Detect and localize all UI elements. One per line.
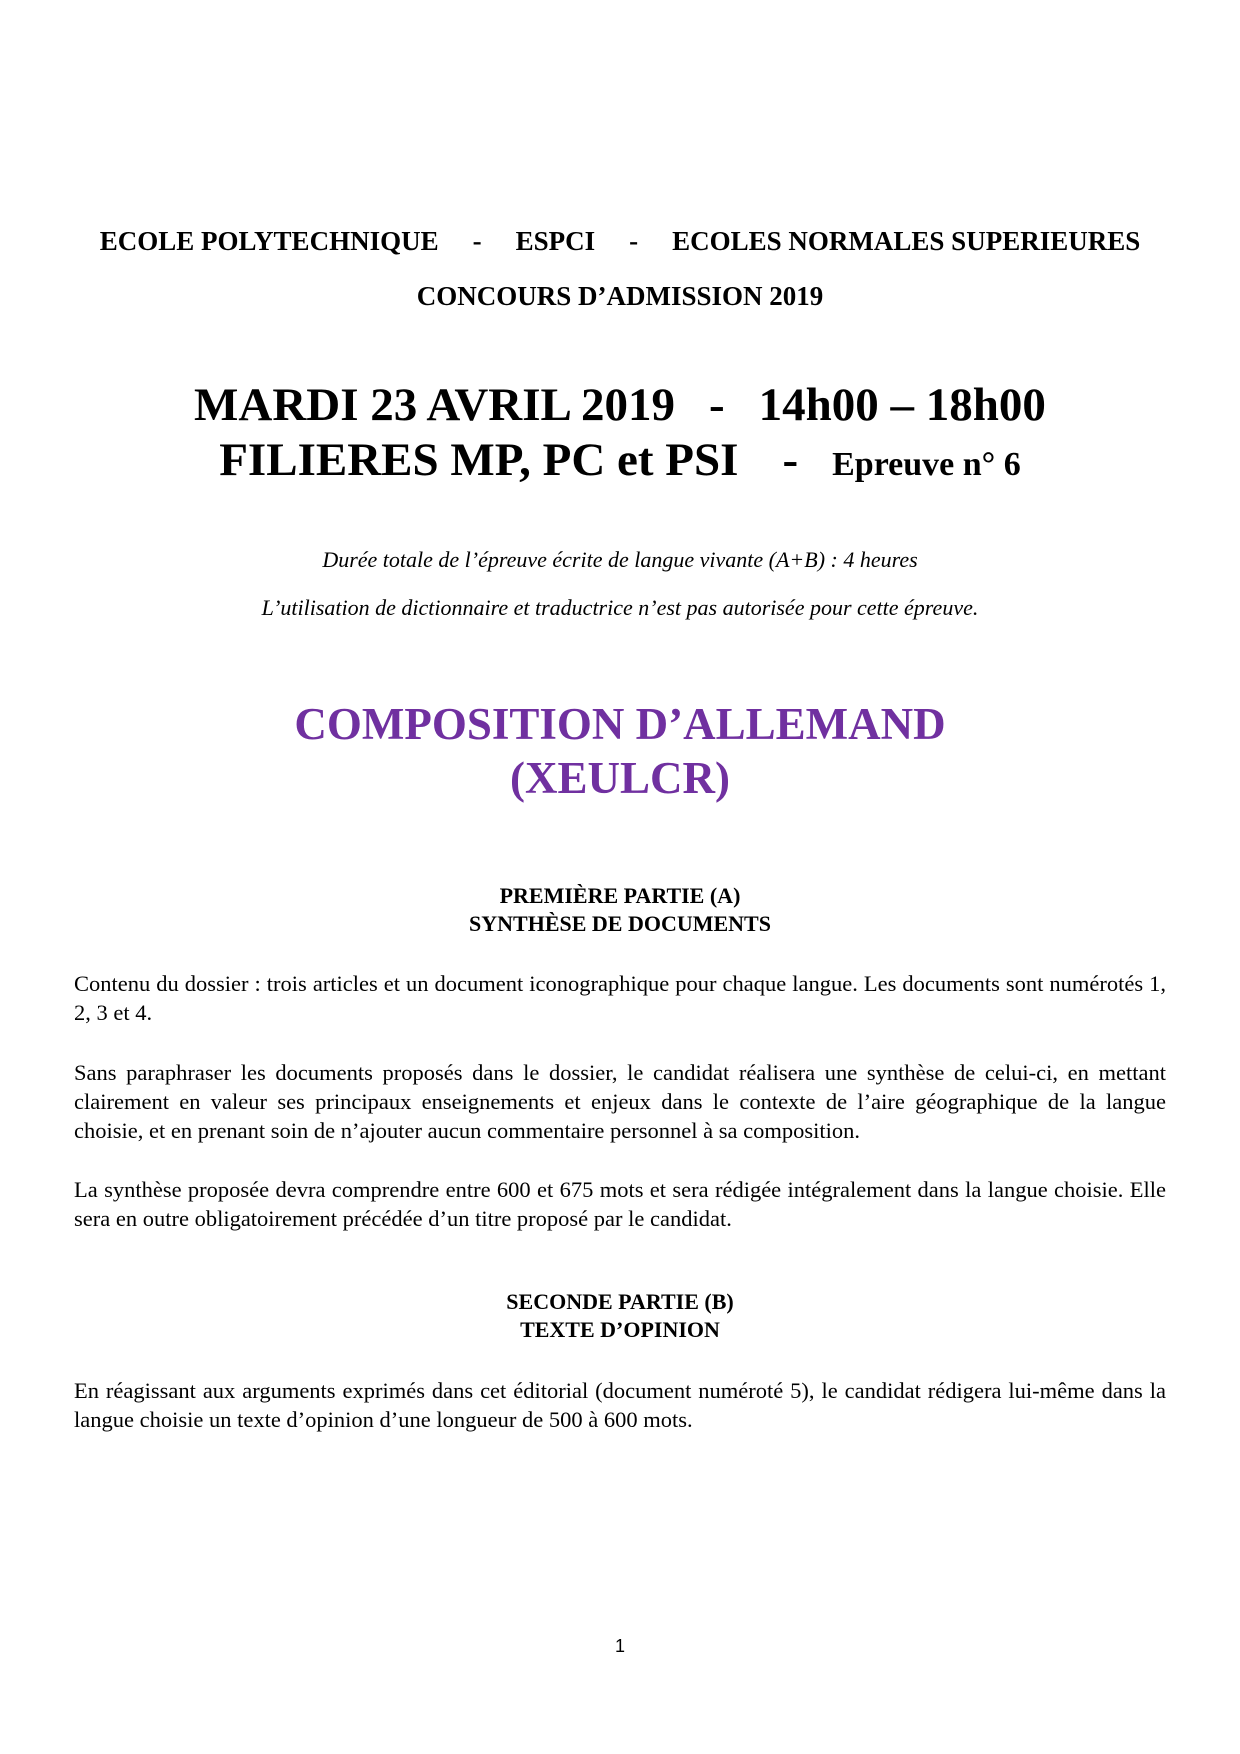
part-a-paragraph-3: La synthèse proposée devra comprendre entre 600 et 675 mots et sera rédigée intégralement dans la langue choisie. Elle sera en outre obligatoirement précédée d’un titre proposé par le candidat.: [74, 1177, 1166, 1231]
school-polytechnique: ECOLE POLYTECHNIQUE: [99, 226, 439, 256]
part-b-title: SECONDE PARTIE (B): [506, 1289, 734, 1314]
dictionary-note: L’utilisation de dictionnaire et traductrice n’est pas autorisée pour cette épreuve.: [261, 595, 979, 620]
part-b-subtitle: TEXTE D’OPINION: [520, 1317, 720, 1342]
concours-title: CONCOURS D’ADMISSION 2019: [416, 281, 824, 311]
exam-dash: -: [709, 379, 725, 431]
page-number: 1: [614, 1636, 625, 1656]
exam-date: MARDI 23 AVRIL 2019: [194, 379, 675, 431]
subject-title: COMPOSITION D’ALLEMAND: [294, 699, 946, 749]
subject-code: (XEULCR): [510, 753, 730, 803]
part-b-paragraph-1: En réagissant aux arguments exprimés dans cet éditorial (document numéroté 5), le candidat rédigera lui-même dans la langue choisie un texte d’opinion d’une longueur de 500 à 600 mots.: [74, 1378, 1166, 1432]
exam-filieres-line: [0, 433, 1240, 487]
exam-filieres: FILIERES MP, PC et PSI: [219, 434, 739, 486]
exam-date-line: [0, 378, 1240, 432]
header-dash-1: -: [472, 226, 482, 256]
exam-dash-2: -: [782, 434, 799, 486]
exam-epreuve: Epreuve n° 6: [832, 446, 1021, 483]
part-a-subtitle: SYNTHÈSE DE DOCUMENTS: [469, 911, 771, 936]
school-espci: ESPCI: [515, 226, 596, 256]
header-schools: [0, 226, 1240, 257]
part-a-paragraph-2: Sans paraphraser les documents proposés dans le dossier, le candidat réalisera une synthèse de celui-ci, en mettant clairement en valeur ses principaux enseignements et enjeux dans le contexte de l’aire géographique de la langue choisie, et en prenant soin de n’ajouter aucun commentaire personnel à sa composition.: [74, 1060, 1166, 1143]
part-a-title: PREMIÈRE PARTIE (A): [499, 883, 741, 908]
school-ens: ECOLES NORMALES SUPERIEURES: [672, 226, 1141, 256]
exam-time: 14h00 – 18h00: [758, 379, 1046, 431]
part-a-paragraph-1: Contenu du dossier : trois articles et un document iconographique pour chaque langue. Les documents sont numérotés 1, 2, 3 et 4.: [74, 971, 1166, 1025]
duration-note: Durée totale de l’épreuve écrite de langue vivante (A+B) : 4 heures: [322, 547, 918, 572]
header-dash-2: -: [629, 226, 639, 256]
